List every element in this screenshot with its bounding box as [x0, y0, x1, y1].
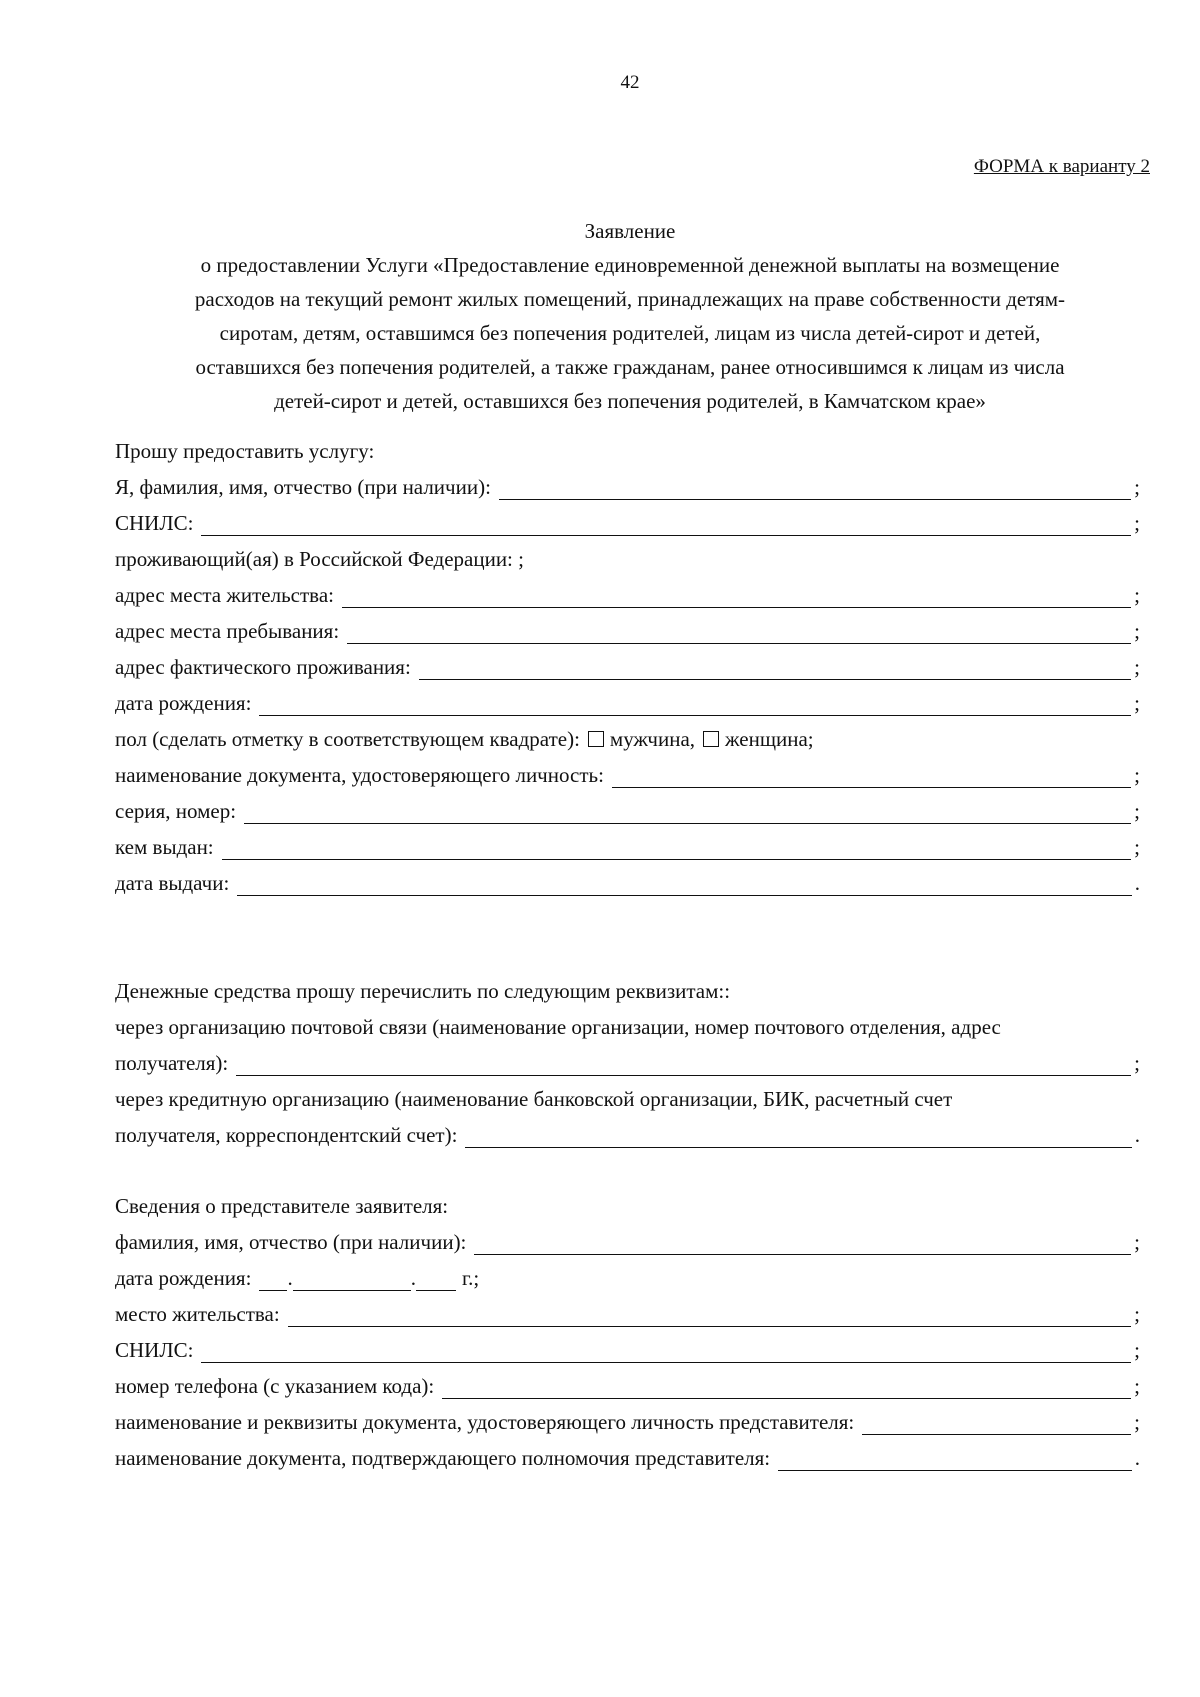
payment-section	[115, 968, 1140, 1148]
applicant-snils-field[interactable]	[201, 511, 1131, 536]
applicant-fio-field[interactable]	[499, 475, 1131, 500]
post-recipient-row: получателя): ;	[115, 1051, 1140, 1075]
title-line: сиротам, детям, оставшимся без попечения родителей, лицам из числа детей-сирот и детей,	[219, 321, 1041, 345]
rep-residence-field[interactable]	[288, 1302, 1131, 1327]
rep-residence-label: место жительства:	[115, 1302, 280, 1326]
applicant-section	[115, 428, 1140, 896]
rep-residence-row: место жительства: ;	[115, 1302, 1140, 1326]
post-recipient-label: получателя):	[115, 1051, 229, 1075]
rep-fio-label: фамилия, имя, отчество (при наличии):	[115, 1230, 467, 1254]
applicant-snils-row: СНИЛС: ;	[115, 511, 1140, 535]
address-actual-label: адрес фактического проживания:	[115, 655, 411, 679]
rep-authority-doc-field[interactable]	[778, 1446, 1132, 1471]
bank-recipient-row: получателя, корреспондентский счет): .	[115, 1123, 1140, 1147]
gender-male-checkbox[interactable]	[588, 731, 604, 747]
title-line: оставшихся без попечения родителей, а также гражданам, ранее относившимся к лицам из числа	[195, 355, 1065, 379]
post-option-line	[115, 1004, 1140, 1040]
bank-option-label: через кредитную организацию (наименование банковской организации, БИК, расчетный счет	[115, 1087, 953, 1111]
representative-intro: Сведения о представителе заявителя:	[115, 1194, 449, 1218]
rep-snils-row: СНИЛС: ;	[115, 1338, 1140, 1362]
birth-date-label: дата рождения:	[115, 691, 252, 715]
id-doc-field[interactable]	[612, 763, 1131, 788]
applicant-residing-row	[115, 536, 1140, 572]
birth-date-field[interactable]	[259, 691, 1131, 716]
applicant-fio-row: Я, фамилия, имя, отчество (при наличии): ;	[115, 475, 1140, 499]
rep-birth-year-field[interactable]	[416, 1266, 456, 1291]
issue-date-label: дата выдачи:	[115, 871, 230, 895]
document-title	[100, 214, 1160, 418]
series-number-row: серия, номер: ;	[115, 799, 1140, 823]
address-stay-label: адрес места пребывания:	[115, 619, 340, 643]
title-line: о предоставлении Услуги «Предоставление единовременной денежной выплаты на возмещение	[200, 253, 1060, 277]
series-number-label: серия, номер:	[115, 799, 237, 823]
bank-recipient-label: получателя, корреспондентский счет):	[115, 1123, 458, 1147]
rep-phone-label: номер телефона (с указанием кода):	[115, 1374, 435, 1398]
rep-birth-month-field[interactable]	[293, 1266, 411, 1291]
rep-fio-row: фамилия, имя, отчество (при наличии): ;	[115, 1230, 1140, 1254]
form-reference: ФОРМА к варианту 2	[973, 156, 1150, 177]
title-line: детей-сирот и детей, оставшихся без попечения родителей, в Камчатском крае»	[274, 389, 986, 413]
applicant-snils-label: СНИЛС:	[115, 511, 194, 535]
gender-female-label: женщина;	[725, 727, 814, 751]
applicant-fio-label: Я, фамилия, имя, отчество (при наличии):	[115, 475, 491, 499]
id-doc-row: наименование документа, удостоверяющего личность: ;	[115, 763, 1140, 787]
gender-male-label: мужчина,	[609, 727, 696, 751]
applicant-intro: Прошу предоставить услугу:	[115, 439, 375, 463]
rep-id-doc-row: наименование и реквизиты документа, удостоверяющего личность представителя: ;	[115, 1410, 1140, 1434]
address-actual-row: адрес фактического проживания: ;	[115, 655, 1140, 679]
rep-phone-field[interactable]	[442, 1374, 1131, 1399]
issued-by-field[interactable]	[222, 835, 1132, 860]
id-doc-label: наименование документа, удостоверяющего личность:	[115, 763, 604, 787]
rep-snils-field[interactable]	[201, 1338, 1131, 1363]
post-option-label: через организацию почтовой связи (наименование организации, номер почтового отделения, адрес	[115, 1015, 1001, 1039]
rep-authority-doc-row: наименование документа, подтверждающего полномочия представителя: .	[115, 1446, 1140, 1470]
birth-date-row: дата рождения: ;	[115, 691, 1140, 715]
gender-female-checkbox[interactable]	[703, 731, 719, 747]
rep-id-doc-field[interactable]	[862, 1410, 1131, 1435]
rep-fio-field[interactable]	[474, 1230, 1131, 1255]
rep-birth-day-field[interactable]	[259, 1266, 287, 1291]
representative-section	[115, 1183, 1140, 1471]
issued-by-row: кем выдан: ;	[115, 835, 1140, 859]
post-recipient-field[interactable]	[236, 1051, 1131, 1076]
address-stay-field[interactable]	[347, 619, 1131, 644]
bank-option-line	[115, 1076, 1140, 1112]
title-heading: Заявление	[584, 219, 676, 243]
gender-label: пол (сделать отметку в соответствующем квадрате):	[115, 727, 580, 751]
bank-recipient-field[interactable]	[465, 1123, 1131, 1148]
address-residence-label: адрес места жительства:	[115, 583, 334, 607]
series-number-field[interactable]	[244, 799, 1131, 824]
rep-id-doc-label: наименование и реквизиты документа, удостоверяющего личность представителя:	[115, 1410, 855, 1434]
issue-date-row: дата выдачи: .	[115, 871, 1140, 895]
title-line: расходов на текущий ремонт жилых помещений, принадлежащих на праве собственности детям-	[194, 287, 1066, 311]
applicant-residing-label: проживающий(ая) в Российской Федерации: ;	[115, 547, 524, 571]
payment-intro: Денежные средства прошу перечислить по следующим реквизитам::	[115, 979, 731, 1003]
rep-authority-doc-label: наименование документа, подтверждающего полномочия представителя:	[115, 1446, 771, 1470]
rep-birth-date-label: дата рождения:	[115, 1266, 252, 1290]
gender-row	[115, 716, 1140, 752]
address-stay-row: адрес места пребывания: ;	[115, 619, 1140, 643]
address-residence-field[interactable]	[342, 583, 1131, 608]
rep-birth-year-suffix: г.;	[461, 1266, 480, 1290]
address-residence-row: адрес места жительства: ;	[115, 583, 1140, 607]
rep-snils-label: СНИЛС:	[115, 1338, 194, 1362]
issued-by-label: кем выдан:	[115, 835, 214, 859]
rep-birth-date-row: дата рождения: . . г.;	[115, 1266, 480, 1290]
page-number: 42	[620, 72, 640, 93]
rep-phone-row: номер телефона (с указанием кода): ;	[115, 1374, 1140, 1398]
issue-date-field[interactable]	[237, 871, 1131, 896]
address-actual-field[interactable]	[419, 655, 1131, 680]
